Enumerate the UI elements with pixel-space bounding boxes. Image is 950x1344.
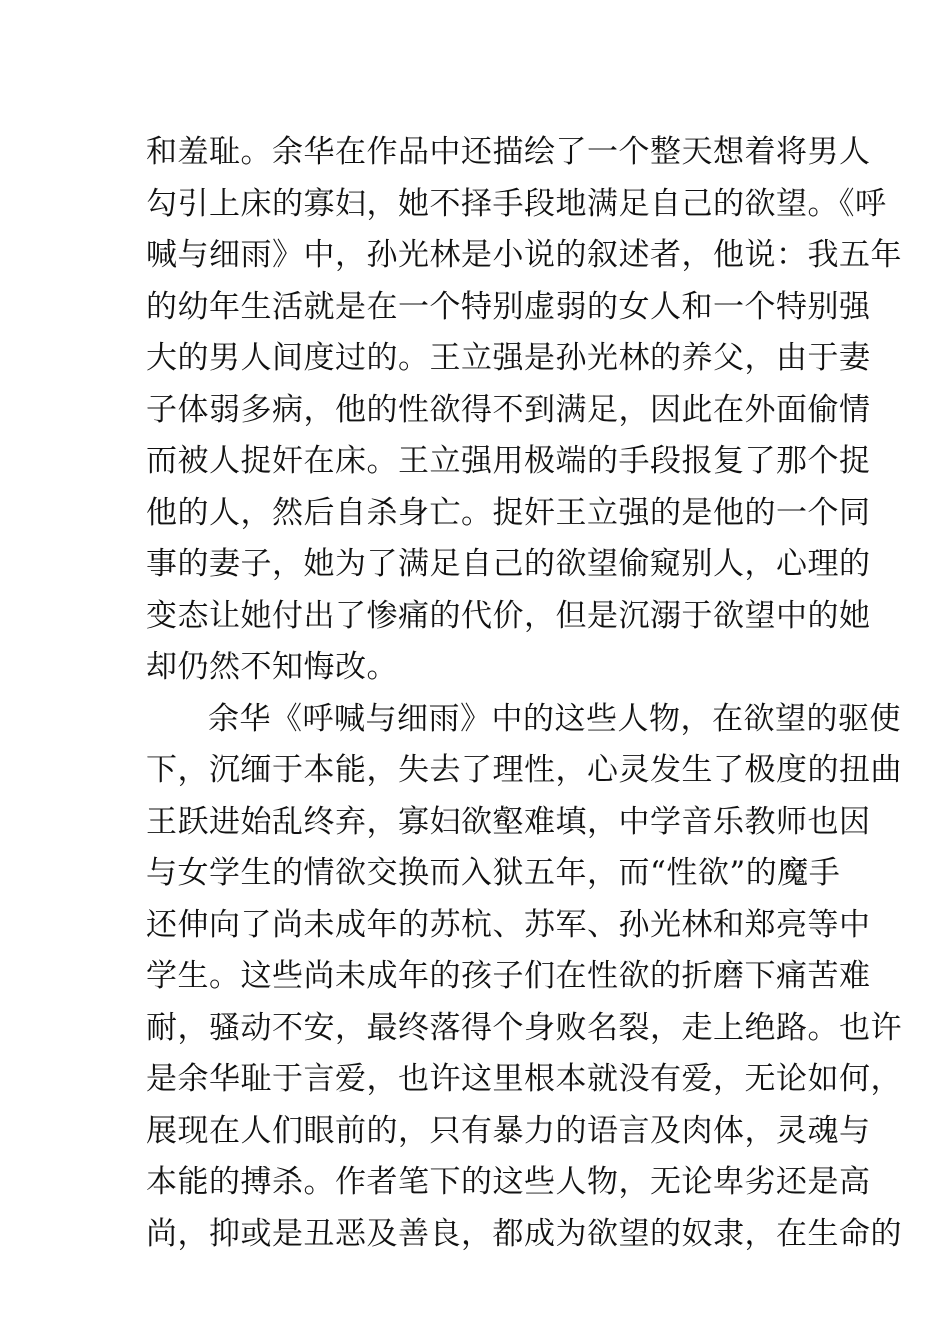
text-line: 展现在人们眼前的，只有暴力的语言及肉体，灵魂与	[146, 1112, 871, 1149]
text-line: 子体弱多病，他的性欲得不到满足，因此在外面偷情	[146, 391, 871, 428]
text-line: 他的人，然后自杀身亡。捉奸王立强的是他的一个同	[146, 494, 871, 531]
text-line: 的幼年生活就是在一个特别虚弱的女人和一个特别强	[146, 288, 871, 325]
text-line: 尚，抑或是丑恶及善良，都成为欲望的奴隶，在生命的	[146, 1215, 902, 1252]
text-line: 还伸向了尚未成年的苏杭、苏军、孙光林和郑亮等中	[146, 906, 871, 943]
text-line: 大的男人间度过的。王立强是孙光林的养父，由于妻	[146, 340, 871, 376]
text-line: 耐，骚动不安，最终落得个身败名裂，走上绝路。也许	[146, 1009, 902, 1046]
text-line: 勾引上床的寡妇，她不择手段地满足自己的欲望。《呼	[146, 185, 887, 222]
body-text	[146, 127, 902, 1260]
text-line: 喊与细雨》中，孙光林是小说的叙述者，他说：我五年	[146, 237, 902, 273]
paragraph-1	[146, 127, 902, 694]
text-line: 和羞耻。余华在作品中还描绘了一个整天想着将男人	[146, 134, 871, 170]
text-line: 而被人捉奸在床。王立强用极端的手段报复了那个捉	[146, 443, 871, 479]
text-line: 是余华耻于言爱，也许这里根本就没有爱，无论如何，	[146, 1061, 902, 1097]
paragraph-2	[146, 694, 902, 1261]
text-line: 变态让她付出了惨痛的代价，但是沉溺于欲望中的她	[146, 597, 871, 634]
text-line: 却仍然不知悔改。	[146, 649, 398, 685]
text-line: 下，沉缅于本能，失去了理性，心灵发生了极度的扭曲	[146, 752, 902, 788]
text-line: 学生。这些尚未成年的孩子们在性欲的折磨下痛苦难	[146, 958, 871, 994]
text-line: 王跃进始乱终弃，寡妇欲壑难填，中学音乐教师也因	[146, 803, 871, 840]
text-line: 本能的搏杀。作者笔下的这些人物，无论卑劣还是高	[146, 1164, 871, 1200]
text-line: 余华《呼喊与细雨》中的这些人物，在欲望的驱使	[208, 700, 901, 737]
text-line: 事的妻子，她为了满足自己的欲望偷窥别人，心理的	[146, 546, 871, 582]
text-line: 与女学生的情欲交换而入狱五年，而“性欲”的魔手	[146, 855, 841, 891]
